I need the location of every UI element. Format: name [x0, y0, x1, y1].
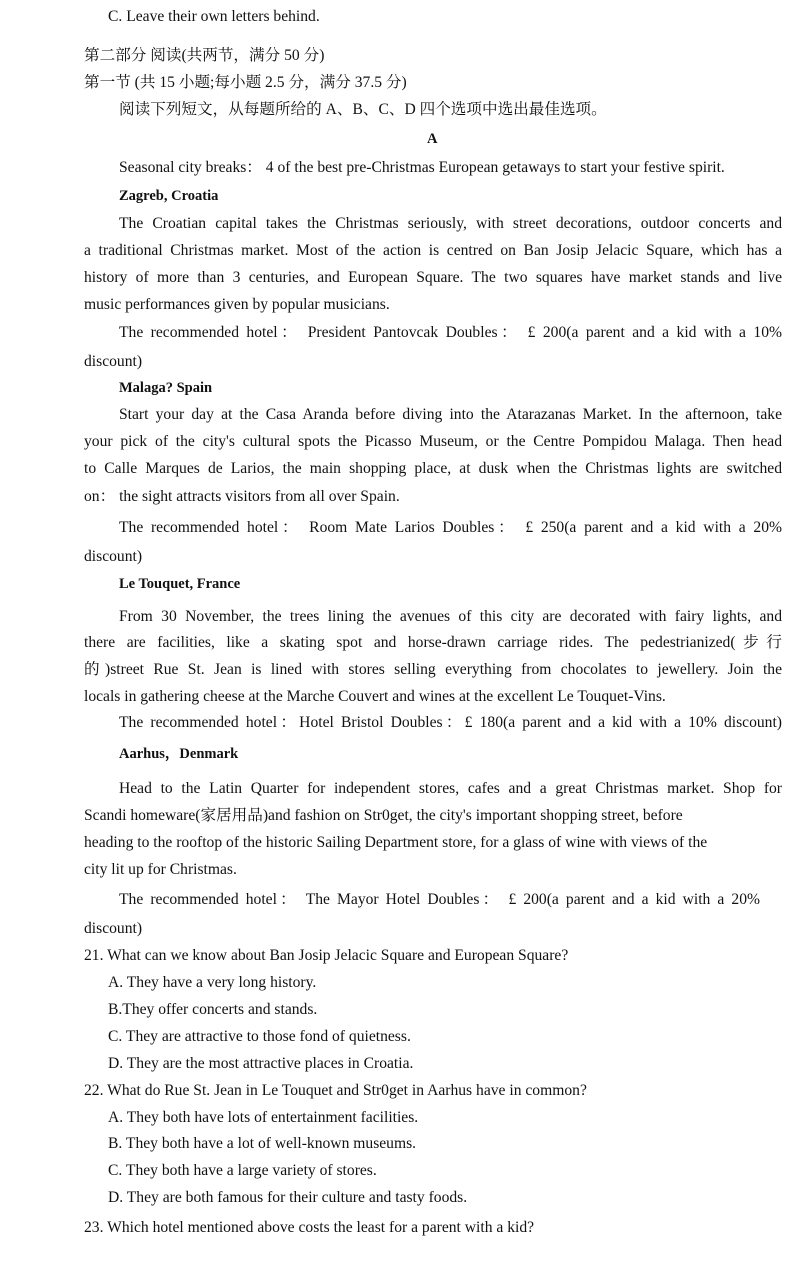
le-touquet-line: 的)street Rue St. Jean is lined with stores selling everything from chocolates to jewellery. Join the — [84, 661, 782, 678]
city-heading-aarhus: Aarhus，Denmark — [119, 746, 239, 762]
question-22-option-c: C. They both have a large variety of stores. — [108, 1162, 377, 1179]
question-22-stem: 22. What do Rue St. Jean in Le Touquet and Str0get in Aarhus have in common? — [84, 1082, 587, 1099]
question-22-option-a: A. They both have lots of entertainment facilities. — [108, 1109, 419, 1126]
zagreb-hotel-cont: discount) — [84, 353, 143, 370]
le-touquet-hotel: The recommended hotel：Hotel Bristol Doubles：£ 180(a parent and a kid with a 10% discount) — [119, 714, 782, 731]
le-touquet-line: locals in gathering cheese at the Marche Couvert and wines at the excellent Le Touquet-Vins. — [84, 688, 666, 705]
question-21-option-b: B.They offer concerts and stands. — [108, 1001, 318, 1018]
city-heading-zagreb: Zagreb, Croatia — [119, 188, 219, 204]
malaga-hotel: The recommended hotel： Room Mate Larios Doubles： £ 250(a parent and a kid with a 20% — [119, 519, 782, 536]
aarhus-hotel: The recommended hotel： The Mayor Hotel Doubles： £ 200(a parent and a kid with a 20% — [119, 891, 760, 908]
subsection-title: 第一节 (共 15 小题;每小题 2.5 分，满分 37.5 分) — [84, 74, 407, 91]
question-23-stem: 23. Which hotel mentioned above costs the least for a parent with a kid? — [84, 1219, 535, 1236]
aarhus-line: heading to the rooftop of the historic Sailing Department store, for a glass of wine with views of the — [84, 834, 708, 851]
question-21-option-d: D. They are the most attractive places in Croatia. — [108, 1055, 414, 1072]
malaga-line: Start your day at the Casa Aranda before diving into the Atarazanas Market. In the afternoon, take — [119, 406, 782, 423]
le-touquet-line: there are facilities, like a skating spot and horse-drawn carriage rides. The pedestrianized(步行 — [84, 634, 782, 651]
instructions: 阅读下列短文，从每题所给的 A、B、C、D 四个选项中选出最佳选项。 — [119, 101, 607, 118]
previous-question-option-c: C. Leave their own letters behind. — [108, 8, 320, 25]
aarhus-line: city lit up for Christmas. — [84, 861, 237, 878]
malaga-line: to Calle Marques de Larios, the main shopping place, at dusk when the Christmas lights are switched — [84, 460, 782, 477]
zagreb-line: The Croatian capital takes the Christmas seriously, with street decorations, outdoor concerts and — [119, 215, 782, 232]
malaga-hotel-cont: discount) — [84, 548, 143, 565]
question-21-stem: 21. What can we know about Ban Josip Jelacic Square and European Square? — [84, 947, 569, 964]
zagreb-line: music performances given by popular musicians. — [84, 296, 390, 313]
malaga-line: on： the sight attracts visitors from all over Spain. — [84, 488, 400, 505]
question-22-option-b: B. They both have a lot of well-known museums. — [108, 1135, 417, 1152]
city-heading-malaga: Malaga? Spain — [119, 380, 213, 396]
passage-label: A — [427, 131, 438, 147]
le-touquet-line: From 30 November, the trees lining the avenues of this city are decorated with fairy lights, and — [119, 608, 782, 625]
zagreb-line: history of more than 3 centuries, and European Square. The two squares have market stands and live — [84, 269, 782, 286]
city-heading-le-touquet: Le Touquet, France — [119, 576, 241, 592]
question-22-option-d: D. They are both famous for their culture and tasty foods. — [108, 1189, 468, 1206]
aarhus-hotel-cont: discount) — [84, 920, 143, 937]
question-21-option-c: C. They are attractive to those fond of quietness. — [108, 1028, 411, 1045]
aarhus-line: Head to the Latin Quarter for independent stores, cafes and a great Christmas market. Shop for — [119, 780, 782, 797]
aarhus-line: Scandi homeware(家居用品)and fashion on Str0get, the city's important shopping street, before — [84, 807, 683, 824]
passage-intro: Seasonal city breaks： 4 of the best pre-Christmas European getaways to start your festive spirit. — [119, 159, 725, 176]
part-title: 第二部分 阅读(共两节，满分 50 分) — [84, 47, 325, 64]
zagreb-hotel: The recommended hotel： President Pantovcak Doubles： £ 200(a parent and a kid with a 10% — [119, 324, 782, 341]
malaga-line: your pick of the city's cultural spots the Picasso Museum, or the Centre Pompidou Malaga. Then head — [84, 433, 782, 450]
question-21-option-a: A. They have a very long history. — [108, 974, 317, 991]
zagreb-line: a traditional Christmas market. Most of the action is centred on Ban Josip Jelacic Square, which has a — [84, 242, 782, 259]
